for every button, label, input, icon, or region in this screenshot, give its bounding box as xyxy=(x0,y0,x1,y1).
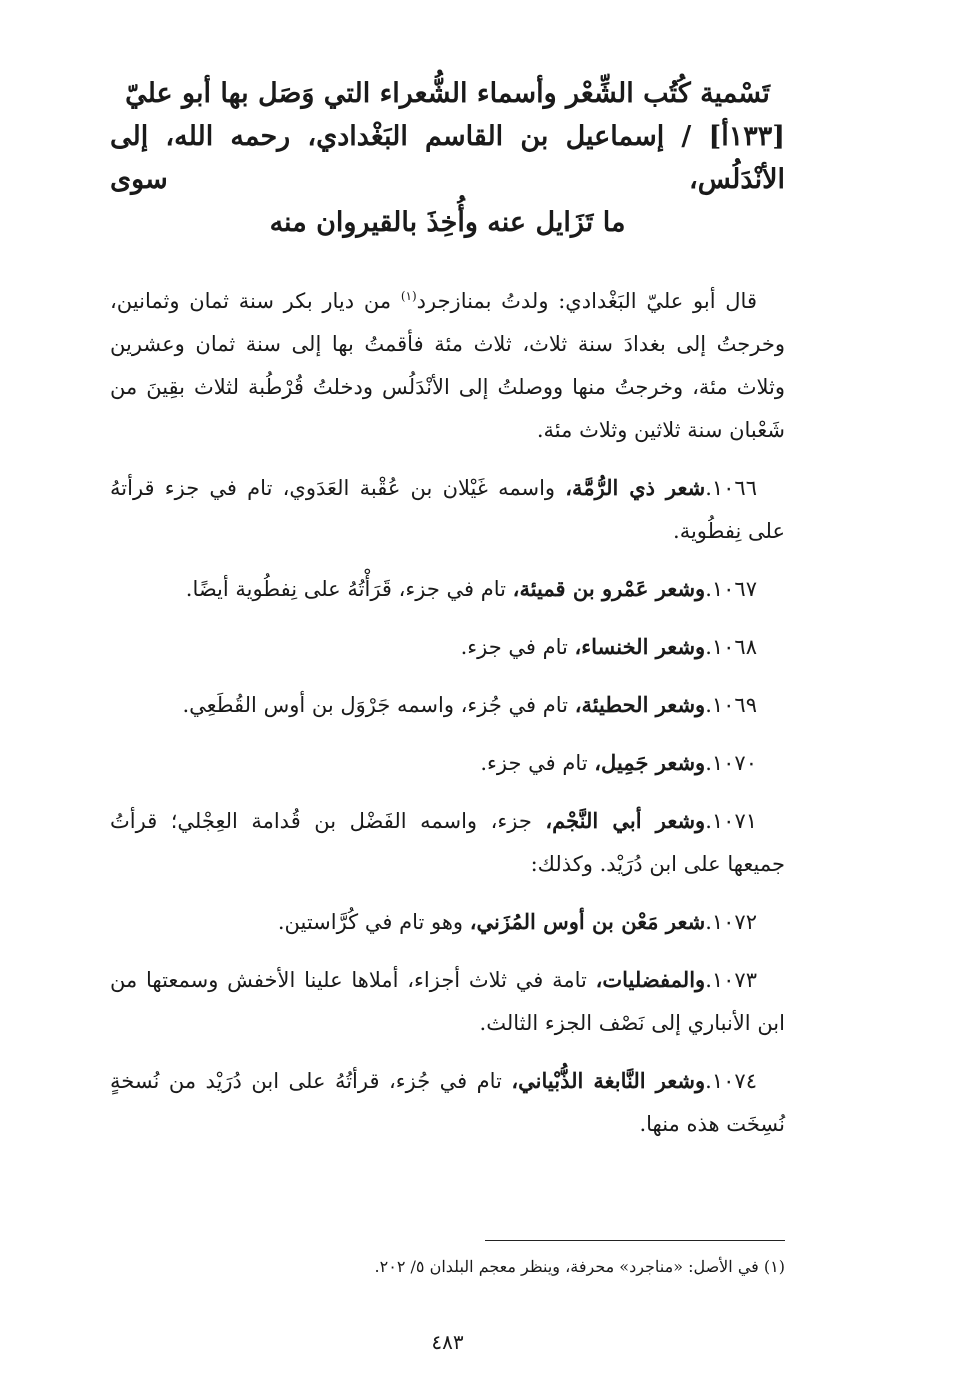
footnote xyxy=(110,1254,785,1280)
entry-label: شعر ذي الرُّمَّة، xyxy=(565,475,706,500)
footnote-marker: (١) xyxy=(763,1257,785,1276)
entry-text: تامة في ثلاث أجزاء، أملاها علينا الأخفش وسمعتها من ابن الأنباري إلى نَصْف الجزء الثالث. xyxy=(110,968,785,1035)
entry-label: وشعر عَمْرو بن قميئة، xyxy=(512,576,706,601)
entry-1073 xyxy=(110,958,785,1045)
body-text xyxy=(110,280,785,1146)
entry-1066 xyxy=(110,466,785,553)
page-number: ٤٨٣ xyxy=(431,1330,464,1354)
entry-text: تام في جزء. xyxy=(460,635,575,659)
entry-1071 xyxy=(110,799,785,886)
entry-text: جزء، واسمه الفَضْل بن قُدامة العِجْلي؛ قرأتُ جميعها على ابن دُرَيْد. وكذلك: xyxy=(110,809,785,876)
entry-text: تام في جزء. xyxy=(480,751,595,775)
section-title xyxy=(110,72,785,244)
footnote-reference: (١) xyxy=(400,289,417,303)
entry-text: وهو تام في كُرَّاستين. xyxy=(277,910,470,934)
entry-number: ١٠٧٤. xyxy=(705,1069,757,1093)
folio-marker: [١٣٣أ] xyxy=(708,121,786,152)
intro-text-start: قال أبو عليّ البَغْدادي: ولدتُ بمنازجرد xyxy=(416,289,757,313)
entry-label: وشعر أبي النَّجْم، xyxy=(545,808,706,833)
intro-text-end: من ديار بكر سنة ثمان وثمانين، وخرجتُ إلى بغدادَ سنة ثلاث، ثلاث مئة فأقمتُ بها إلى سنة ثمان وعشرين وثلاث مئة، وخرجتُ منها ووصلتُ إلى الأنْدَلُس ودخلتُ قُرْطُبة لثلاث بقِينَ من شَعْبان سنة ثلاثين وثلاث مئة. xyxy=(110,289,785,442)
entry-1067 xyxy=(110,567,785,611)
entry-number: ١٠٧١. xyxy=(705,809,758,833)
entry-label: والمفضليات، xyxy=(595,967,706,992)
entry-label: وشعر النَّابغة الذُّبْياني، xyxy=(511,1068,706,1093)
title-line-2 xyxy=(110,115,785,201)
entry-text: تام في جُزء، قرأتُهُ على ابن دُرَيْد من نُسخةٍ نُسِخَت هذه منها. xyxy=(110,1069,785,1136)
entry-label: وشعر جَمِيل، xyxy=(594,750,706,775)
title-line-2-text: / إسماعيل بن القاسم البَغْدادي، رحمه الله، إلى الأنْدَلُس، سوى xyxy=(110,121,785,195)
entry-number: ١٠٧٢. xyxy=(705,910,757,934)
entry-number: ١٠٦٨. xyxy=(705,635,757,659)
entry-1072 xyxy=(110,900,785,944)
footnote-divider xyxy=(485,1240,785,1241)
entry-1069 xyxy=(110,683,785,727)
entry-number: ١٠٧٠. xyxy=(705,751,757,775)
entry-1068 xyxy=(110,625,785,669)
entry-number: ١٠٦٦. xyxy=(705,476,757,500)
entry-label: وشعر الخنساء، xyxy=(574,634,706,659)
title-line-1: تَسْمية كُتُب الشِّعْر وأسماء الشُّعراء التي وَصَل بها أبو عليّ xyxy=(125,78,770,109)
entry-1070 xyxy=(110,741,785,785)
entry-1074 xyxy=(110,1059,785,1146)
entry-number: ١٠٦٧. xyxy=(705,577,757,601)
entry-text: واسمه غَيْلان بن عُقْبة العَدَوي، تام في جزء قرأتهُ على نِفطُوية. xyxy=(110,476,785,543)
intro-paragraph xyxy=(110,280,785,452)
entry-label: شعر مَعْن بن أوس المُزَني، xyxy=(469,909,706,934)
page xyxy=(110,0,786,1354)
entry-label: وشعر الحطيئة، xyxy=(574,692,706,717)
entry-text: تام في جُزء، واسمه جَرْوَل بن أوس القُطَعِي. xyxy=(182,693,575,717)
title-line-3: ما تَزَايل عنه وأُخِذَ بالقيروان منه xyxy=(269,207,626,238)
entry-text: تام في جزء، قَرَأْتُهُ على نِفطُوية أيضًا. xyxy=(185,577,513,601)
entry-number: ١٠٧٣. xyxy=(705,968,757,992)
footnote-text: في الأصل: «مناجرد» محرفة، وينظر معجم البلدان ٥/ ٢٠٢. xyxy=(374,1257,764,1276)
entry-number: ١٠٦٩. xyxy=(705,693,757,717)
